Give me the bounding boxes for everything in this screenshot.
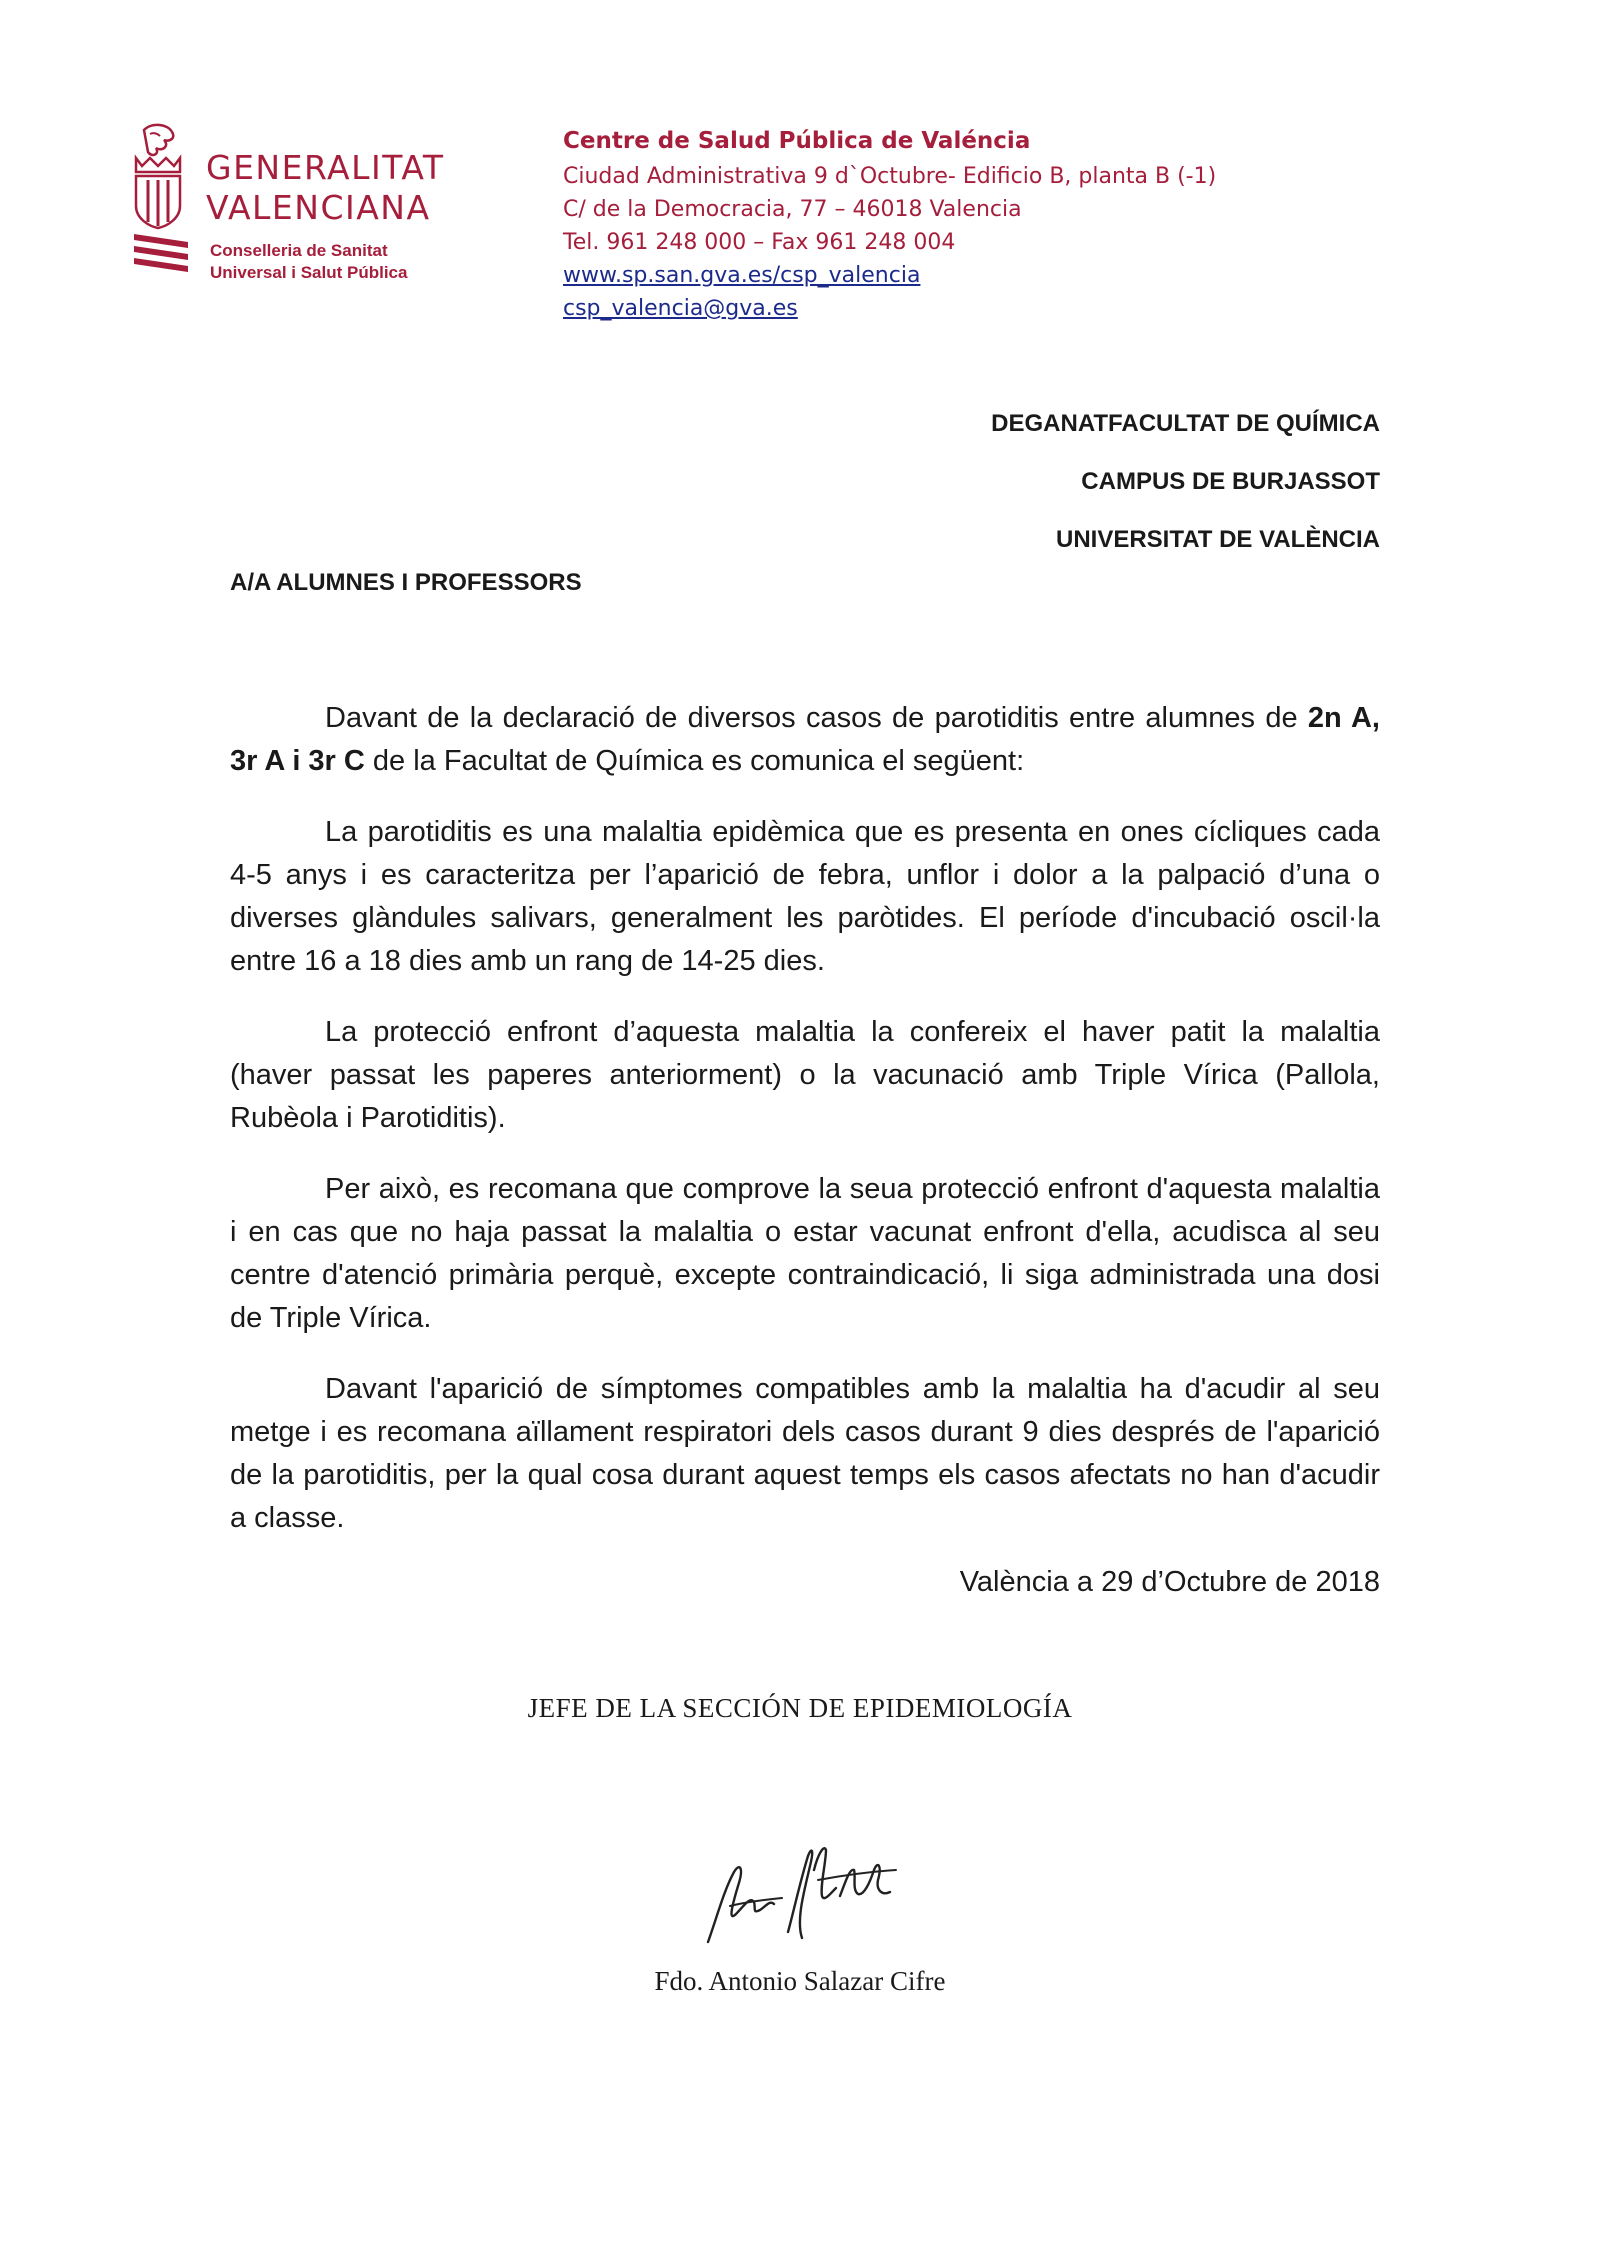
phone-fax-line: Tel. 961 248 000 – Fax 961 248 004 <box>563 230 956 255</box>
addressee-line-3: UNIVERSITAT DE VALÈNCIA <box>1055 526 1380 553</box>
email-link[interactable]: csp_valencia@gva.es <box>563 296 798 321</box>
logo-name-line2: VALENCIANA <box>206 188 431 227</box>
address-line-2: C/ de la Democracia, 77 – 46018 Valencia <box>563 197 1022 222</box>
generalitat-coat-of-arms-icon <box>130 122 192 272</box>
logo-name <box>206 148 445 228</box>
logo-dept-line1: Conselleria de Sanitat <box>210 241 388 260</box>
paragraph-4: Per això, es recomana que comprove la seua protecció enfront d'aquesta malaltia i en cas que no haja passat la malaltia o estar vacunat enfront d'ella, acudisca al seu centre d'atenció primària perquè, excepte contraindicació, li siga administrada una dosi de Triple Vírica. <box>230 1173 1380 1334</box>
logo-dept-line2: Universal i Salut Pública <box>210 263 408 282</box>
addressee-line-2: CAMPUS DE BURJASSOT <box>1081 468 1380 495</box>
logo-department <box>210 240 407 284</box>
letter-body <box>230 697 1380 1568</box>
centre-name: Centre de Salud Pública de Valéncia <box>563 128 1031 154</box>
paragraph-1-start: Davant de la declaració de diversos casos de parotiditis entre alumnes de <box>325 702 1308 734</box>
handwritten-signature <box>690 1810 920 1960</box>
address-line-1: Ciudad Administrativa 9 d`Octubre- Edificio B, planta B (-1) <box>563 164 1217 189</box>
letterhead-contact <box>563 122 1216 325</box>
paragraph-2: La parotiditis es una malaltia epidèmica que es presenta en ones cícliques cada 4-5 anys i es caracteritza per l’aparició de febra, unflor i dolor a la palpació d’una o diverses glàndules salivars, generalment les paròtides. El període d'incubació oscil·la entre 16 a 18 dies amb un rang de 14-25 dies. <box>230 816 1380 977</box>
date-line: València a 29 d’Octubre de 2018 <box>959 1566 1380 1598</box>
affected-groups: 2n A, 3r A i 3r C <box>230 702 1380 777</box>
signer-name: Fdo. Antonio Salazar Cifre <box>654 1966 946 1996</box>
paragraph-5: Davant l'aparició de símptomes compatibles amb la malaltia ha d'acudir al seu metge i es recomana aïllament respiratori dels casos durant 9 dies després de l'aparició de la parotiditis, per la qual cosa durant aquest temps els casos afectats no han d'acudir a classe. <box>230 1373 1380 1534</box>
signatory-title: JEFE DE LA SECCIÓN DE EPIDEMIOLOGÍA <box>527 1693 1073 1723</box>
paragraph-3: La protecció enfront d’aquesta malaltia la confereix el haver patit la malaltia (haver passat les paperes anteriorment) o la vacunació amb Triple Vírica (Pallola, Rubèola i Parotiditis). <box>230 1016 1380 1134</box>
paragraph-1-end: de la Facultat de Química es comunica el següent: <box>364 745 1025 777</box>
logo-name-line1: GENERALITAT <box>206 148 445 187</box>
paragraph-1 <box>230 697 1380 783</box>
generalitat-logo <box>130 118 490 282</box>
attention-line: A/A ALUMNES I PROFESSORS <box>230 569 582 596</box>
addressee-block <box>991 395 1380 569</box>
addressee-line-1: DEGANATFACULTAT DE QUÍMICA <box>991 410 1380 437</box>
website-link[interactable]: www.sp.san.gva.es/csp_valencia <box>563 263 921 288</box>
